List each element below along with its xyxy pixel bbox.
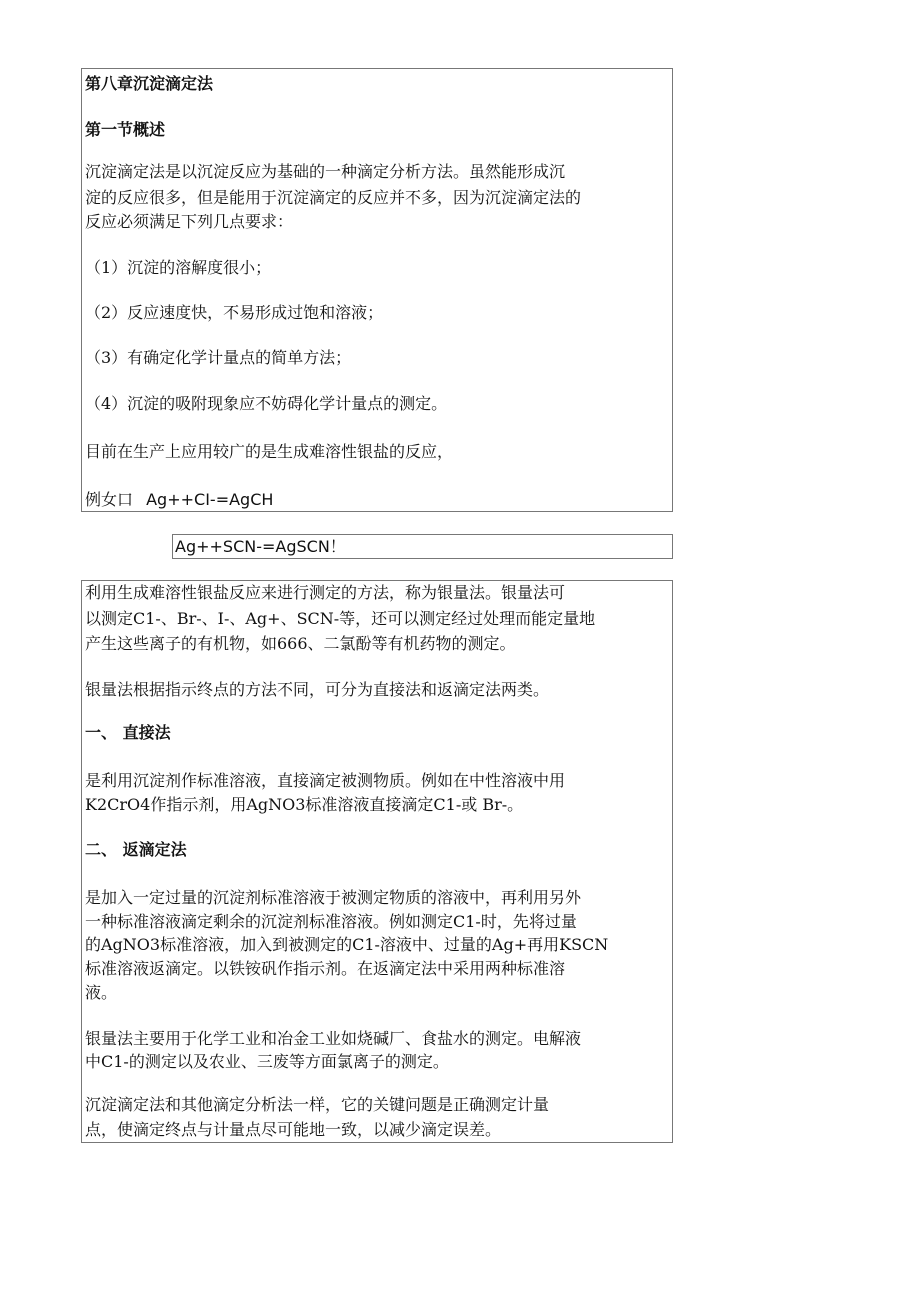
usage-line: 中C1-的测定以及农业、三废等方面氯离子的测定。 (85, 1052, 449, 1071)
requirement-item: （3）有确定化学计量点的简单方法； (85, 348, 352, 367)
back-titration-line: 的AgNO3标准溶液，加入到被测定的C1-溶液中、过量的Ag+再用KSCN (85, 935, 609, 954)
example-prefix: 例女口 (85, 490, 134, 509)
direct-method-heading: 一、 直接法 (85, 723, 171, 742)
example-line (85, 488, 669, 512)
back-titration-line: 标准溶液返滴定。以铁铵矾作指示剂。在返滴定法中采用两种标准溶 (85, 959, 566, 978)
requirement-item: （2）反应速度快，不易形成过饱和溶液； (85, 303, 384, 322)
back-titration-line: 一种标准溶液滴定剩余的沉淀剂标准溶液。例如测定C1-时，先将过量 (85, 912, 577, 931)
key-point-line: 点，使滴定终点与计量点尽可能地一致，以减少滴定误差。 (85, 1120, 502, 1139)
scn-formula: Ag++SCN-=AgSCN！ (175, 537, 346, 556)
direct-method-line: K2CrO4作指示剂，用AgNO3标准溶液直接滴定C1-或 Br-。 (85, 795, 524, 814)
section-title: 第一节概述 (85, 120, 166, 139)
example-formula: Ag++CI-=AgCH (146, 490, 274, 509)
usage-line: 银量法主要用于化学工业和冶金工业如烧碱厂、食盐水的测定。电解液 (85, 1029, 582, 1048)
text-box-formula (172, 534, 673, 559)
current-use-text: 目前在生产上应用较广的是生成难溶性银盐的反应， (85, 442, 454, 461)
classification-text: 银量法根据指示终点的方法不同，可分为直接法和返滴定法两类。 (85, 680, 550, 699)
text-box-overview (81, 68, 673, 512)
intro-line: 反应必须满足下列几点要求： (85, 212, 294, 231)
silver-intro-line: 以测定C1-、Br-、I-、Ag+、SCN-等，还可以测定经过处理而能定量地 (85, 609, 596, 628)
requirement-item: （1）沉淀的溶解度很小； (85, 258, 272, 277)
back-titration-line: 是加入一定过量的沉淀剂标准溶液于被测定物质的溶液中，再利用另外 (85, 888, 582, 907)
back-titration-line: 液。 (85, 983, 118, 1002)
requirement-item: （4）沉淀的吸附现象应不妨碍化学计量点的测定。 (85, 394, 448, 413)
direct-method-line: 是利用沉淀剂作标准溶液，直接滴定被测物质。例如在中性溶液中用 (85, 771, 566, 790)
chapter-title: 第八章沉淀滴定法 (85, 74, 214, 93)
silver-intro-line: 产生这些离子的有机物，如666、二氯酚等有机药物的测定。 (85, 634, 516, 653)
silver-intro-line: 利用生成难溶性银盐反应来进行测定的方法，称为银量法。银量法可 (85, 583, 566, 602)
intro-line: 沉淀滴定法是以沉淀反应为基础的一种滴定分析方法。虽然能形成沉 (85, 162, 566, 181)
text-box-silver-method (81, 580, 673, 1143)
key-point-line: 沉淀滴定法和其他滴定分析法一样，它的关键问题是正确测定计量 (85, 1095, 550, 1114)
back-titration-heading: 二、 返滴定法 (85, 840, 187, 859)
intro-line: 淀的反应很多，但是能用于沉淀滴定的反应并不多，因为沉淀滴定法的 (85, 188, 582, 207)
